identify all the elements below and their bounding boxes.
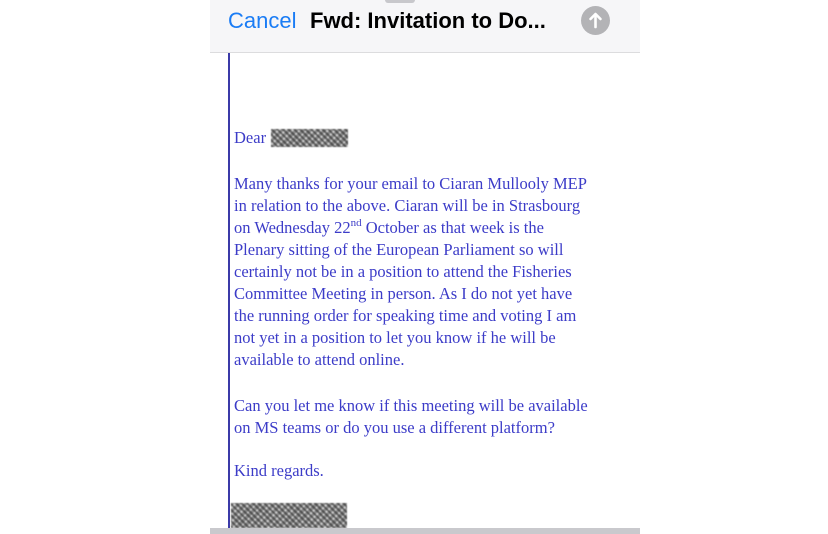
- body-line: Can you let me know if this meeting will be available: [234, 396, 588, 415]
- body-line: the running order for speaking time and voting I am: [234, 306, 577, 325]
- greeting-text: Dear: [234, 128, 267, 147]
- body-line: in relation to the above. Ciaran will be in Strasbourg: [234, 196, 581, 215]
- body-line: certainly not be in a position to attend the Fisheries: [234, 262, 572, 281]
- date-text: on Wednesday 22: [234, 218, 351, 237]
- greeting-line: [234, 127, 266, 149]
- closing-line: [234, 460, 324, 482]
- body-line: Plenary sitting of the European Parliament so will: [234, 240, 564, 259]
- send-button[interactable]: [581, 6, 610, 35]
- body-line: on MS teams or do you use a different platform?: [234, 418, 555, 437]
- redacted-recipient-name: [271, 129, 348, 147]
- bottom-edge-strip: [210, 528, 640, 534]
- mail-compose-sheet: [210, 0, 640, 534]
- cancel-button[interactable]: Cancel: [228, 8, 297, 33]
- redacted-signature: [231, 503, 347, 528]
- body-line: Committee Meeting in person. As I do not yet have: [234, 284, 573, 303]
- compose-header: [210, 0, 640, 53]
- arrow-up-icon: [581, 6, 610, 35]
- email-subject-title: Fwd: Invitation to Do...: [310, 8, 546, 33]
- body-line: [234, 217, 544, 241]
- date-continuation: October as that week is the: [361, 218, 544, 237]
- sheet-grab-handle[interactable]: [385, 0, 415, 3]
- closing-text: Kind regards.: [234, 461, 324, 480]
- body-line: not yet in a position to let you know if he will be: [234, 328, 556, 347]
- body-line: Many thanks for your email to Ciaran Mullooly MEP: [234, 174, 587, 193]
- body-line: available to attend online.: [234, 350, 405, 369]
- date-superscript: nd: [350, 217, 362, 229]
- quote-bar: [228, 53, 230, 529]
